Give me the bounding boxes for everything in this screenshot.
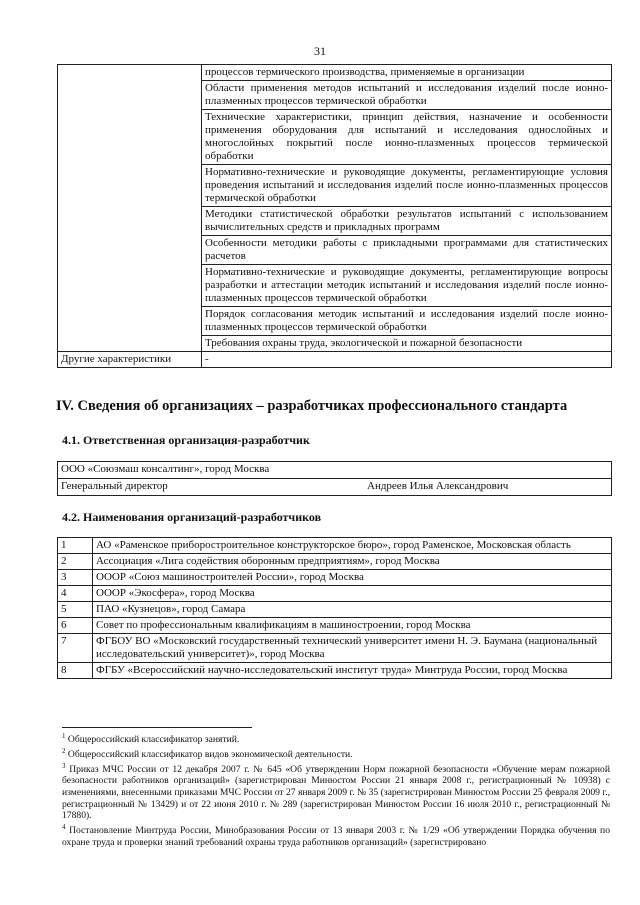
footnote bbox=[62, 746, 610, 761]
requirement-cell: Порядок согласования методик испытаний и исследования изделий после ионно-плазменных процессов термической обработки bbox=[202, 307, 612, 336]
row-number: 4 bbox=[58, 586, 93, 602]
footnote-mark: 3 bbox=[62, 761, 66, 770]
table-row bbox=[58, 352, 612, 368]
table-row bbox=[58, 663, 612, 679]
row-number: 1 bbox=[58, 538, 93, 554]
requirements-table bbox=[57, 64, 612, 368]
responsible-org: ООО «Союзмаш консалтинг», город Москва bbox=[58, 462, 612, 479]
org-name: Ассоциация «Лига содействия оборонным предприятиям», город Москва bbox=[93, 554, 612, 570]
table-row bbox=[58, 618, 612, 634]
responsible-position: Генеральный директор bbox=[58, 479, 365, 496]
footnote-mark: 2 bbox=[62, 746, 66, 755]
footnote-text: Приказ МЧС России от 12 декабря 2007 г. № 645 «Об утверждении Норм пожарной безопасности «Обучение мерам пожарной безопасности работников организаций» (зарегистрирован Минюстом России 21 января 2008 г., регистрационный № 10938) с изменениями, внесенными приказами МЧС России от 27 января 2009 г. № 35 (зарегистрирован Минюстом России 25 февраля 2009 г., регистрационный № 13429) и от 22 июня 2010 г. № 289 (зарегистрирован Минюстом России 16 июля 2010 г., регистрационный № 17880). bbox=[62, 763, 610, 822]
footnote-divider bbox=[62, 727, 252, 728]
other-characteristics-value: - bbox=[202, 352, 612, 368]
developers-heading: 4.2. Наименования организаций-разработчиков bbox=[62, 510, 322, 524]
row-number: 3 bbox=[58, 570, 93, 586]
row-number: 7 bbox=[58, 634, 93, 663]
requirement-cell: Нормативно-технические и руководящие документы, регламентирующие условия проведения испытаний и исследования изделий после ионно-плазменных процессов термической обработки bbox=[202, 165, 612, 207]
org-name: ПАО «Кузнецов», город Самара bbox=[93, 602, 612, 618]
footnote-text: Постановление Минтруда России, Минобразования России от 13 января 2003 г. № 1/29 «Об утверждении Порядка обучения по охране труда и проверки знаний требований охраны труда работников организаций» (зарегистрировано bbox=[62, 824, 610, 848]
table-row bbox=[58, 602, 612, 618]
table-row bbox=[58, 554, 612, 570]
row-number: 5 bbox=[58, 602, 93, 618]
requirement-cell: Нормативно-технические и руководящие документы, регламентирующие вопросы разработки и аттестации методик испытаний и исследования изделий после ионно-плазменных процессов термической обработки bbox=[202, 265, 612, 307]
footnote-mark: 4 bbox=[62, 822, 66, 831]
row-number: 8 bbox=[58, 663, 93, 679]
requirement-cell: процессов термического производства, применяемые в организации bbox=[202, 65, 612, 81]
table-row bbox=[58, 538, 612, 554]
table-cell-empty bbox=[58, 65, 202, 352]
footnote bbox=[62, 731, 610, 746]
requirement-cell: Требования охраны труда, экологической и пожарной безопасности bbox=[202, 336, 612, 352]
responsible-heading: 4.1. Ответственная организация-разработчик bbox=[62, 433, 310, 447]
footnote-text: Общероссийский классификатор видов экономической деятельности. bbox=[65, 748, 353, 760]
responsible-person: Андреев Илья Александрович bbox=[364, 479, 612, 496]
row-number: 2 bbox=[58, 554, 93, 570]
org-name: ФГБУ «Всероссийский научно-исследовательский институт труда» Минтруда России, город Москва bbox=[93, 663, 612, 679]
table-row bbox=[58, 65, 612, 81]
table-row bbox=[58, 570, 612, 586]
section-title: IV. Сведения об организациях – разработчиках профессионального стандарта bbox=[56, 398, 568, 414]
org-name: АО «Раменское приборостроительное конструкторское бюро», город Раменское, Московская область bbox=[93, 538, 612, 554]
footnote bbox=[62, 761, 610, 822]
requirement-cell: Методики статистической обработки результатов испытаний с использованием вычислительных средств и прикладных программ bbox=[202, 207, 612, 236]
requirement-cell: Технические характеристики, принцип действия, назначение и особенности применения оборудования для испытаний и исследования однослойных и многослойных покрытий после ионно-плазменных процессов термической обработки bbox=[202, 110, 612, 165]
table-row bbox=[58, 586, 612, 602]
footnotes bbox=[62, 731, 610, 848]
responsible-table bbox=[57, 461, 612, 496]
footnote-text: Общероссийский классификатор занятий. bbox=[65, 734, 240, 746]
footnote bbox=[62, 822, 610, 848]
requirement-cell: Области применения методов испытаний и исследования изделий после ионно-плазменных процессов термической обработки bbox=[202, 81, 612, 110]
row-number: 6 bbox=[58, 618, 93, 634]
other-characteristics-label: Другие характеристики bbox=[58, 352, 202, 368]
org-name: ОООР «Союз машиностроителей России», город Москва bbox=[93, 570, 612, 586]
table-row bbox=[58, 634, 612, 663]
table-row bbox=[58, 479, 612, 496]
table-row bbox=[58, 462, 612, 479]
footnote-mark: 1 bbox=[62, 732, 66, 740]
developers-table bbox=[57, 537, 612, 679]
org-name: ОООР «Экосфера», город Москва bbox=[93, 586, 612, 602]
page-number: 31 bbox=[314, 44, 326, 58]
org-name: Совет по профессиональным квалификациям в машиностроении, город Москва bbox=[93, 618, 612, 634]
requirement-cell: Особенности методики работы с прикладными программами для статистических расчетов bbox=[202, 236, 612, 265]
org-name: ФГБОУ ВО «Московский государственный технический университет имени Н. Э. Баумана (национальный исследовательский университет)», город Москва bbox=[93, 634, 612, 663]
